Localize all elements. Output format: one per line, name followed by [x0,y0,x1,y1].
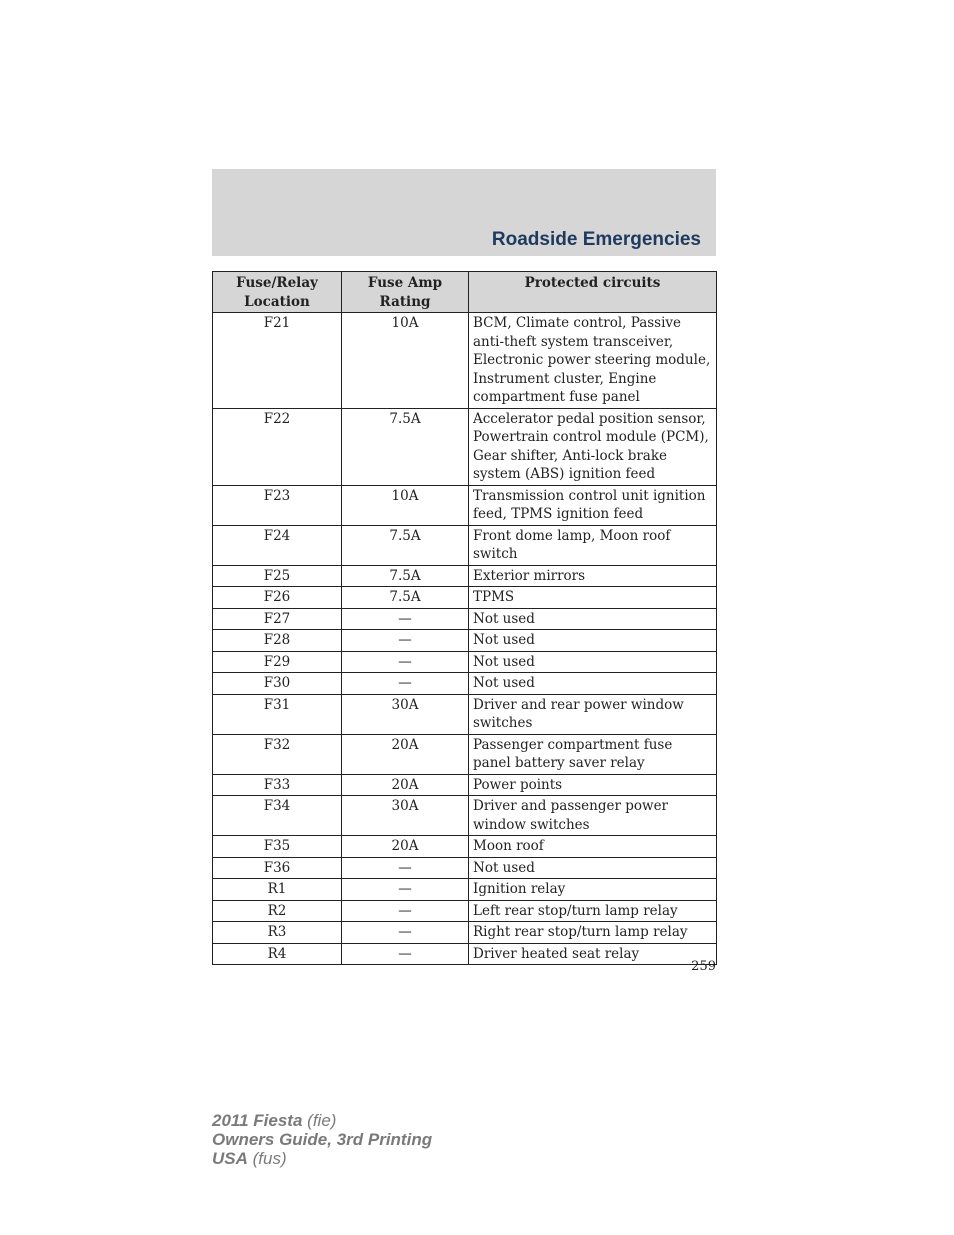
cell-circuits: Passenger compartment fuse panel battery saver relay [469,734,717,774]
cell-circuits: TPMS [469,587,717,609]
cell-location: F29 [213,651,342,673]
footer-model: 2011 Fiesta [212,1111,303,1130]
section-title: Roadside Emergencies [491,229,701,250]
table-row [213,857,717,879]
cell-rating: 20A [342,836,469,858]
cell-rating: — [342,922,469,944]
cell-circuits: Driver heated seat relay [469,943,717,965]
cell-circuits: Front dome lamp, Moon roof switch [469,525,717,565]
cell-rating: 20A [342,734,469,774]
column-header-rating: Fuse Amp Rating [342,272,469,313]
cell-location: R2 [213,900,342,922]
table-row [213,774,717,796]
cell-location: F28 [213,630,342,652]
table-row [213,485,717,525]
table-row [213,525,717,565]
cell-circuits: Not used [469,651,717,673]
cell-rating: 10A [342,485,469,525]
column-header-circuits: Protected circuits [469,272,717,313]
cell-rating: 7.5A [342,525,469,565]
cell-location: F25 [213,565,342,587]
cell-location: F35 [213,836,342,858]
cell-rating: — [342,879,469,901]
cell-location: F30 [213,673,342,695]
table-row [213,565,717,587]
cell-circuits: Not used [469,608,717,630]
cell-location: F31 [213,694,342,734]
cell-location: F24 [213,525,342,565]
table-row [213,879,717,901]
cell-circuits: Right rear stop/turn lamp relay [469,922,717,944]
footer-guide-edition: Owners Guide, 3rd Printing [212,1130,433,1149]
footer [212,1111,432,1168]
cell-rating: — [342,630,469,652]
table-row [213,836,717,858]
footer-line-2 [212,1130,432,1149]
cell-rating: 7.5A [342,408,469,485]
cell-circuits: Moon roof [469,836,717,858]
cell-location: F21 [213,313,342,409]
cell-rating: 10A [342,313,469,409]
cell-location: F26 [213,587,342,609]
table-row [213,694,717,734]
section-header-band [212,169,716,256]
cell-location: F22 [213,408,342,485]
cell-circuits: Power points [469,774,717,796]
table-row [213,673,717,695]
cell-location: F23 [213,485,342,525]
fuse-table [212,271,717,965]
cell-location: R4 [213,943,342,965]
footer-market: USA [212,1149,248,1168]
cell-rating: — [342,943,469,965]
footer-line-1 [212,1111,432,1130]
cell-circuits: Exterior mirrors [469,565,717,587]
table-row [213,587,717,609]
cell-circuits: Not used [469,630,717,652]
cell-circuits: BCM, Climate control, Passive anti-theft system transceiver, Electronic power steering module, Instrument cluster, Engine compartment fuse panel [469,313,717,409]
table-row [213,608,717,630]
table-row [213,630,717,652]
cell-rating: 30A [342,694,469,734]
cell-rating: — [342,673,469,695]
cell-circuits: Accelerator pedal position sensor, Powertrain control module (PCM), Gear shifter, Anti-lock brake system (ABS) ignition feed [469,408,717,485]
table-row [213,734,717,774]
table-row [213,900,717,922]
cell-location: F32 [213,734,342,774]
cell-circuits: Transmission control unit ignition feed, TPMS ignition feed [469,485,717,525]
cell-rating: — [342,857,469,879]
cell-rating: — [342,608,469,630]
cell-location: R1 [213,879,342,901]
cell-rating: 7.5A [342,587,469,609]
table-row [213,408,717,485]
cell-rating: 20A [342,774,469,796]
footer-market-code: (fus) [252,1149,287,1168]
cell-rating: — [342,900,469,922]
cell-rating: — [342,651,469,673]
cell-circuits: Not used [469,857,717,879]
cell-circuits: Ignition relay [469,879,717,901]
cell-circuits: Left rear stop/turn lamp relay [469,900,717,922]
table-row [213,313,717,409]
table-row [213,796,717,836]
cell-circuits: Driver and rear power window switches [469,694,717,734]
table-row [213,943,717,965]
cell-location: F27 [213,608,342,630]
cell-circuits: Driver and passenger power window switches [469,796,717,836]
column-header-location: Fuse/Relay Location [213,272,342,313]
cell-rating: 7.5A [342,565,469,587]
table-row [213,922,717,944]
footer-model-code: (fie) [307,1111,337,1130]
cell-location: F36 [213,857,342,879]
cell-location: F33 [213,774,342,796]
footer-line-3 [212,1149,432,1168]
table-row [213,651,717,673]
cell-circuits: Not used [469,673,717,695]
cell-rating: 30A [342,796,469,836]
table-header-row [213,272,717,313]
cell-location: F34 [213,796,342,836]
cell-location: R3 [213,922,342,944]
page-number: 259 [691,959,716,974]
